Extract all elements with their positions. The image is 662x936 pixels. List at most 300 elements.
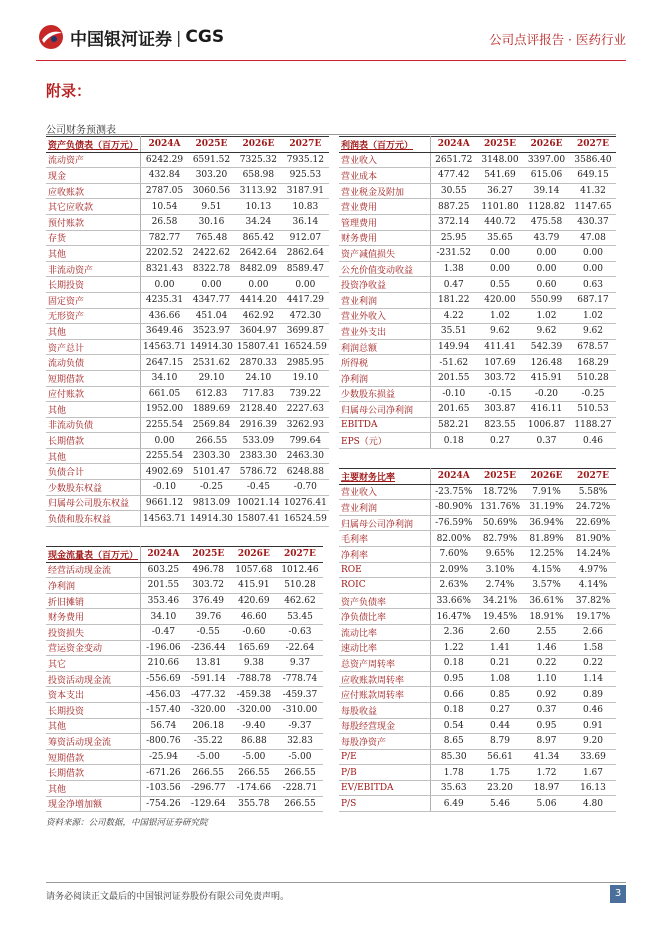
value-cell: 1006.87 (523, 417, 570, 433)
value-cell: 37.82% (570, 593, 616, 609)
row-label-cell: 资产总计 (46, 339, 141, 355)
table-row (339, 324, 616, 340)
row-label-cell: 经营活动现金流 (46, 562, 141, 578)
value-cell: 1.08 (477, 671, 523, 687)
row-label-cell: 速动比率 (339, 640, 430, 656)
brand-name-en: CGS (185, 27, 225, 47)
table-row (339, 562, 616, 578)
value-cell: 2870.33 (235, 355, 282, 371)
value-cell: 3060.56 (188, 183, 235, 199)
table-row (339, 183, 616, 199)
value-cell: 10.54 (141, 199, 188, 215)
value-cell: -0.60 (231, 624, 277, 640)
row-label-cell: 长期投资 (46, 277, 141, 293)
row-label-cell: 非流动负债 (46, 417, 141, 433)
row-label-cell: 资产减值损失 (339, 246, 430, 262)
value-cell: 430.37 (570, 214, 616, 230)
value-cell: 9813.09 (188, 495, 235, 511)
value-cell: 34.10 (141, 370, 188, 386)
value-cell: -51.62 (430, 355, 477, 371)
value-cell: -22.64 (277, 640, 323, 656)
value-cell: 475.58 (523, 214, 570, 230)
value-cell: 39.14 (523, 183, 570, 199)
value-cell: 4.80 (570, 796, 616, 812)
value-cell: 7.60% (430, 546, 477, 562)
value-cell: -0.25 (570, 386, 616, 402)
value-cell: 35.65 (477, 230, 523, 246)
value-cell: -23.75% (430, 484, 477, 500)
table-row (46, 511, 329, 527)
value-cell: 0.18 (430, 702, 477, 718)
value-cell: 0.91 (570, 718, 616, 734)
row-label-cell: 筹资活动现金流 (46, 734, 141, 750)
table-row (339, 402, 616, 418)
value-cell: 3187.91 (282, 183, 329, 199)
table-row (46, 433, 329, 449)
value-cell: 415.91 (231, 578, 277, 594)
value-cell: 36.94% (523, 515, 570, 531)
value-cell: 440.72 (477, 214, 523, 230)
row-label-cell: 少数股东权益 (46, 480, 141, 496)
value-cell: 472.30 (282, 308, 329, 324)
row-label-cell: EPS（元） (339, 433, 430, 449)
table-row (339, 515, 616, 531)
row-label-cell: 营业外支出 (339, 324, 430, 340)
row-label-cell: 净负债比率 (339, 609, 430, 625)
value-cell: 7.91% (523, 484, 570, 500)
value-cell: 1188.27 (570, 417, 616, 433)
table-row (339, 640, 616, 656)
row-label-cell: 营业费用 (339, 199, 430, 215)
value-cell: 2.74% (477, 578, 523, 594)
row-label-cell: 每股经营现金 (339, 718, 430, 734)
value-cell: 41.34 (523, 749, 570, 765)
value-cell: 411.41 (477, 339, 523, 355)
value-cell: 0.00 (141, 277, 188, 293)
row-label-cell: 净利率 (339, 546, 430, 562)
row-label-cell: 营业收入 (339, 484, 430, 500)
value-cell: -157.40 (141, 702, 186, 718)
table-row (46, 417, 329, 433)
value-cell: 4.22 (430, 308, 477, 324)
table-row (46, 464, 329, 480)
table-row (46, 448, 329, 464)
value-cell: 353.46 (141, 593, 186, 609)
table-row (339, 308, 616, 324)
value-cell: 181.22 (430, 292, 477, 308)
value-cell: 22.69% (570, 515, 616, 531)
value-cell: 7325.32 (235, 152, 282, 168)
table-row (46, 214, 329, 230)
value-cell: 2255.54 (141, 417, 188, 433)
year-header-cell: 2025E (477, 137, 523, 153)
row-label-cell: 流动资产 (46, 152, 141, 168)
value-cell: -591.14 (186, 671, 231, 687)
value-cell: 8589.47 (282, 261, 329, 277)
table-row (339, 500, 616, 516)
value-cell: 0.54 (430, 718, 477, 734)
value-cell: 201.65 (430, 402, 477, 418)
value-cell: 56.74 (141, 718, 186, 734)
value-cell: 2531.62 (188, 355, 235, 371)
table-row (339, 780, 616, 796)
table-row (46, 796, 323, 812)
value-cell: 16524.59 (282, 339, 329, 355)
value-cell: 5.58% (570, 484, 616, 500)
year-header-cell: 2026E (231, 547, 277, 563)
value-cell: 26.58 (141, 214, 188, 230)
table-header-row (46, 137, 329, 153)
value-cell: 1.67 (570, 765, 616, 781)
value-cell: 12.25% (523, 546, 570, 562)
value-cell: 34.21% (477, 593, 523, 609)
value-cell: 678.57 (570, 339, 616, 355)
value-cell: 1.78 (430, 765, 477, 781)
value-cell: 10276.41 (282, 495, 329, 511)
value-cell: 14914.30 (188, 339, 235, 355)
value-cell: 168.29 (570, 355, 616, 371)
table-row (339, 749, 616, 765)
table-row (46, 152, 329, 168)
table-title-cell: 利润表（百万元） (339, 137, 430, 153)
value-cell: 6591.52 (188, 152, 235, 168)
table-row (339, 624, 616, 640)
value-cell: 36.14 (282, 214, 329, 230)
value-cell: 0.22 (570, 656, 616, 672)
row-label-cell: 每股净资产 (339, 734, 430, 750)
source-note: 资料来源：公司数据，中国银河证券研究院 (46, 818, 208, 828)
table-row (46, 386, 329, 402)
value-cell: -231.52 (430, 246, 477, 262)
value-cell: 8.97 (523, 734, 570, 750)
row-label-cell: 流动比率 (339, 624, 430, 640)
value-cell: 2569.84 (188, 417, 235, 433)
value-cell: 9.62 (570, 324, 616, 340)
table-row (46, 183, 329, 199)
value-cell: 687.17 (570, 292, 616, 308)
value-cell: -196.06 (141, 640, 186, 656)
value-cell: 2303.30 (188, 448, 235, 464)
value-cell: 2647.15 (141, 355, 188, 371)
table-row (339, 531, 616, 547)
value-cell: 36.61% (523, 593, 570, 609)
year-header-cell: 2024A (141, 547, 186, 563)
table-row (46, 578, 323, 594)
value-cell: 16524.59 (282, 511, 329, 527)
value-cell: 1057.68 (231, 562, 277, 578)
row-label-cell: 流动负债 (46, 355, 141, 371)
value-cell: -0.47 (141, 624, 186, 640)
appendix-title: 附录： (46, 82, 92, 100)
value-cell: -477.32 (186, 687, 231, 703)
year-header-cell: 2027E (570, 137, 616, 153)
row-label-cell: 其他 (46, 246, 141, 262)
value-cell: 30.16 (188, 214, 235, 230)
value-cell: -236.44 (186, 640, 231, 656)
table-row (339, 578, 616, 594)
table-header-row (46, 547, 323, 563)
value-cell: 1.38 (430, 261, 477, 277)
value-cell: 603.25 (141, 562, 186, 578)
table-row (46, 562, 323, 578)
table-row (339, 702, 616, 718)
value-cell: 266.55 (277, 765, 323, 781)
row-label-cell: 长期借款 (46, 433, 141, 449)
value-cell: 18.97 (523, 780, 570, 796)
value-cell: 0.46 (570, 702, 616, 718)
value-cell: 266.55 (188, 433, 235, 449)
value-cell: -800.76 (141, 734, 186, 750)
value-cell: 420.69 (231, 593, 277, 609)
row-label-cell: 净利润 (339, 370, 430, 386)
value-cell: 0.37 (523, 433, 570, 449)
page-header (0, 0, 662, 64)
value-cell: 1012.46 (277, 562, 323, 578)
table-row (46, 765, 323, 781)
value-cell: 9.65% (477, 546, 523, 562)
value-cell: 1147.65 (570, 199, 616, 215)
value-cell: 1.58 (570, 640, 616, 656)
value-cell: 15807.41 (235, 339, 282, 355)
year-header-cell: 2026E (235, 137, 282, 153)
table-row (46, 780, 323, 796)
value-cell: 0.18 (430, 656, 477, 672)
value-cell: 29.10 (188, 370, 235, 386)
value-cell: 14.24% (570, 546, 616, 562)
row-label-cell: 现金净增加额 (46, 796, 141, 812)
value-cell: 6.49 (430, 796, 477, 812)
value-cell: 107.69 (477, 355, 523, 371)
value-cell: 8482.09 (235, 261, 282, 277)
value-cell: 9.20 (570, 734, 616, 750)
value-cell: 8.79 (477, 734, 523, 750)
row-label-cell: 负债和股东权益 (46, 511, 141, 527)
value-cell: 4.15% (523, 562, 570, 578)
row-label-cell: 资产负债率 (339, 593, 430, 609)
table-row (339, 433, 616, 449)
row-label-cell: 其他 (46, 448, 141, 464)
value-cell: 799.64 (282, 433, 329, 449)
value-cell: 35.63 (430, 780, 477, 796)
value-cell: 14563.71 (141, 511, 188, 527)
table-row (46, 277, 329, 293)
row-label-cell: 应收账款周转率 (339, 671, 430, 687)
table-title-cell: 主要财务比率 (339, 469, 430, 485)
value-cell: 1.41 (477, 640, 523, 656)
brand-separator: | (176, 27, 182, 47)
value-cell: 0.00 (188, 277, 235, 293)
value-cell: -320.00 (231, 702, 277, 718)
value-cell: 18.91% (523, 609, 570, 625)
value-cell: 19.17% (570, 609, 616, 625)
table-row (339, 593, 616, 609)
value-cell: 3649.46 (141, 324, 188, 340)
row-label-cell: 非流动资产 (46, 261, 141, 277)
year-header-cell: 2027E (570, 469, 616, 485)
table-row (46, 624, 323, 640)
row-label-cell: 公允价值变动收益 (339, 261, 430, 277)
row-label-cell: 资本支出 (46, 687, 141, 703)
value-cell: 3586.40 (570, 152, 616, 168)
row-label-cell: 营业外收入 (339, 308, 430, 324)
value-cell: 1128.82 (523, 199, 570, 215)
table-row (46, 168, 329, 184)
value-cell: 266.55 (231, 765, 277, 781)
value-cell: 85.30 (430, 749, 477, 765)
value-cell: -671.26 (141, 765, 186, 781)
value-cell: 782.77 (141, 230, 188, 246)
value-cell: 582.21 (430, 417, 477, 433)
row-label-cell: 营业利润 (339, 292, 430, 308)
row-label-cell: 其他 (46, 718, 141, 734)
brand-name-cn: 中国银河证券 (70, 29, 172, 50)
row-label-cell: 短期借款 (46, 370, 141, 386)
table-row (46, 308, 329, 324)
row-label-cell: 归属母公司股东权益 (46, 495, 141, 511)
value-cell: 1.02 (523, 308, 570, 324)
value-cell: 0.00 (523, 246, 570, 262)
table-title-cell: 资产负债表（百万元） (46, 137, 141, 153)
value-cell: 5.46 (477, 796, 523, 812)
value-cell: 3262.93 (282, 417, 329, 433)
value-cell: 149.94 (430, 339, 477, 355)
value-cell: 10021.14 (235, 495, 282, 511)
value-cell: 47.08 (570, 230, 616, 246)
value-cell: -0.45 (235, 480, 282, 496)
value-cell: 0.47 (430, 277, 477, 293)
table-row (46, 339, 329, 355)
row-label-cell: 其他 (46, 780, 141, 796)
value-cell: 451.04 (188, 308, 235, 324)
value-cell: 0.63 (570, 277, 616, 293)
table-row (339, 339, 616, 355)
value-cell: 0.00 (282, 277, 329, 293)
value-cell: 2.55 (523, 624, 570, 640)
value-cell: 3148.00 (477, 152, 523, 168)
value-cell: 1.02 (570, 308, 616, 324)
value-cell: 432.84 (141, 168, 188, 184)
value-cell: 24.72% (570, 500, 616, 516)
value-cell: 82.79% (477, 531, 523, 547)
value-cell: 23.20 (477, 780, 523, 796)
value-cell: 1.72 (523, 765, 570, 781)
value-cell: 2.66 (570, 624, 616, 640)
value-cell: 32.83 (277, 734, 323, 750)
row-label-cell: P/S (339, 796, 430, 812)
row-label-cell: 所得税 (339, 355, 430, 371)
value-cell: 3397.00 (523, 152, 570, 168)
value-cell: 0.95 (523, 718, 570, 734)
value-cell: 31.19% (523, 500, 570, 516)
value-cell: 81.89% (523, 531, 570, 547)
value-cell: 0.00 (477, 261, 523, 277)
value-cell: 4417.29 (282, 292, 329, 308)
value-cell: -5.00 (231, 749, 277, 765)
row-label-cell: 总资产周转率 (339, 656, 430, 672)
value-cell: -103.56 (141, 780, 186, 796)
value-cell: 2.36 (430, 624, 477, 640)
value-cell: 56.61 (477, 749, 523, 765)
row-label-cell: 每股收益 (339, 702, 430, 718)
value-cell: 16.13 (570, 780, 616, 796)
value-cell: 34.24 (235, 214, 282, 230)
value-cell: -0.25 (188, 480, 235, 496)
value-cell: -456.03 (141, 687, 186, 703)
value-cell: 8322.78 (188, 261, 235, 277)
table-row (46, 702, 323, 718)
value-cell: 510.53 (570, 402, 616, 418)
value-cell: 612.83 (188, 386, 235, 402)
value-cell: 0.27 (477, 433, 523, 449)
value-cell: 201.55 (141, 578, 186, 594)
value-cell: 7935.12 (282, 152, 329, 168)
value-cell: 303.20 (188, 168, 235, 184)
value-cell: 0.44 (477, 718, 523, 734)
value-cell: 9.37 (277, 656, 323, 672)
value-cell: -788.78 (231, 671, 277, 687)
value-cell: 658.98 (235, 168, 282, 184)
value-cell: 3.57% (523, 578, 570, 594)
value-cell: 0.66 (430, 687, 477, 703)
value-cell: 6242.29 (141, 152, 188, 168)
value-cell: 0.00 (523, 261, 570, 277)
value-cell: 14563.71 (141, 339, 188, 355)
row-label-cell: 营运资金变动 (46, 640, 141, 656)
value-cell: 420.00 (477, 292, 523, 308)
value-cell: 2862.64 (282, 246, 329, 262)
value-cell: 717.83 (235, 386, 282, 402)
value-cell: 43.79 (523, 230, 570, 246)
row-label-cell: 现金 (46, 168, 141, 184)
row-label-cell: 净利润 (46, 578, 141, 594)
table-row (339, 417, 616, 433)
year-header-cell: 2026E (523, 469, 570, 485)
value-cell: 0.37 (523, 702, 570, 718)
row-label-cell: 利润总额 (339, 339, 430, 355)
value-cell: 661.05 (141, 386, 188, 402)
footer-divider (46, 882, 626, 883)
table-header-row (339, 469, 616, 485)
table-row (46, 734, 323, 750)
report-type: 公司点评报告 · 医药行业 (489, 32, 626, 47)
value-cell: 2787.05 (141, 183, 188, 199)
value-cell: 24.10 (235, 370, 282, 386)
value-cell: -174.66 (231, 780, 277, 796)
row-label-cell: 应收账款 (46, 183, 141, 199)
value-cell: 303.72 (186, 578, 231, 594)
value-cell: 0.21 (477, 656, 523, 672)
row-label-cell: 其他 (46, 402, 141, 418)
value-cell: 9.62 (523, 324, 570, 340)
value-cell: 416.11 (523, 402, 570, 418)
value-cell: 210.66 (141, 656, 186, 672)
value-cell: 46.60 (231, 609, 277, 625)
value-cell: -5.00 (186, 749, 231, 765)
year-header-cell: 2024A (430, 469, 477, 485)
value-cell: 303.72 (477, 370, 523, 386)
table-row (46, 671, 323, 687)
value-cell: 131.76% (477, 500, 523, 516)
row-label-cell: 长期投资 (46, 702, 141, 718)
value-cell: 206.18 (186, 718, 231, 734)
value-cell: 0.22 (523, 656, 570, 672)
table-row (339, 230, 616, 246)
value-cell: 355.78 (231, 796, 277, 812)
value-cell: 4235.31 (141, 292, 188, 308)
value-cell: 649.15 (570, 168, 616, 184)
footer-disclaimer: 请务必阅读正文最后的中国银河证券股份有限公司免责声明。 (46, 892, 290, 902)
table-row (339, 718, 616, 734)
